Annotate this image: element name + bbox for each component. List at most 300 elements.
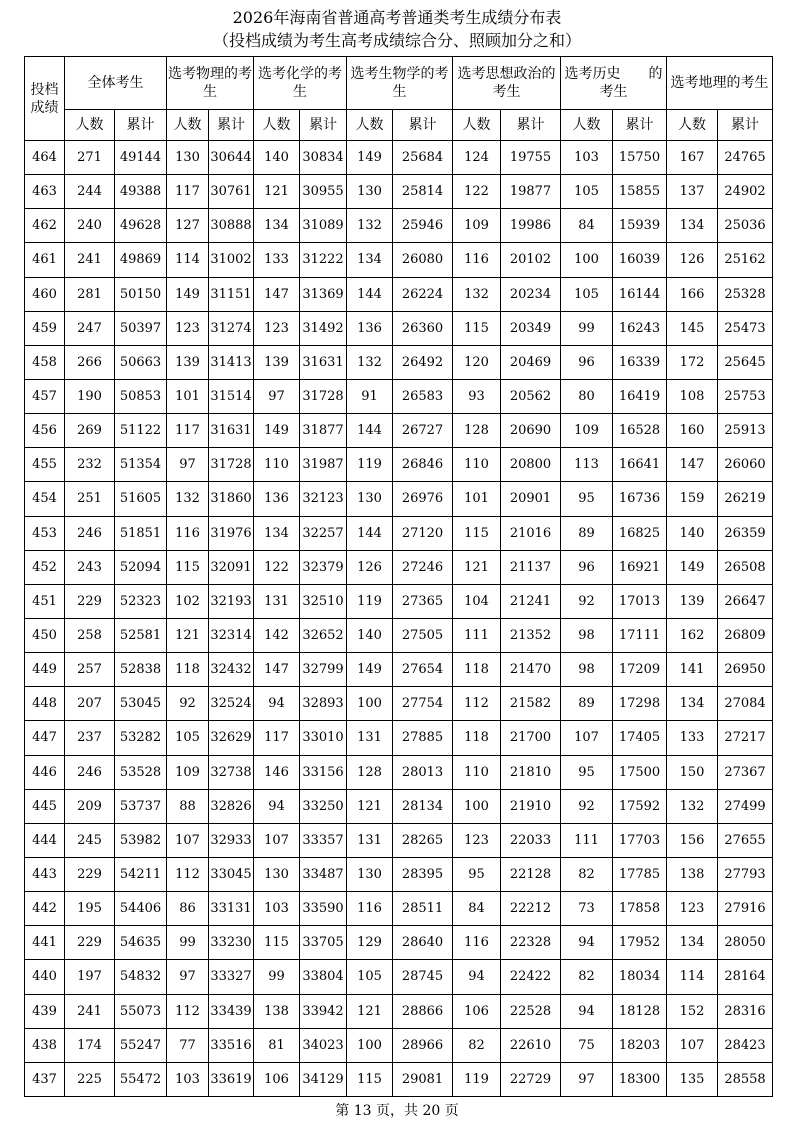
table-cell: 27885 — [393, 721, 453, 755]
table-cell: 225 — [65, 1062, 115, 1096]
table-cell: 97 — [167, 448, 209, 482]
score-cell: 445 — [25, 789, 65, 823]
table-cell: 17500 — [613, 755, 667, 789]
table-cell: 32123 — [300, 482, 347, 516]
table-cell: 139 — [167, 345, 209, 379]
score-cell: 454 — [25, 482, 65, 516]
header-count: 人数 — [667, 110, 718, 141]
table-cell: 251 — [65, 482, 115, 516]
table-cell: 30644 — [209, 141, 254, 175]
table-cell: 33327 — [209, 960, 254, 994]
table-cell: 33010 — [300, 721, 347, 755]
score-cell: 450 — [25, 618, 65, 652]
table-cell: 97 — [561, 1062, 613, 1096]
table-cell: 147 — [254, 277, 300, 311]
table-cell: 33516 — [209, 1028, 254, 1062]
table-row — [25, 345, 773, 379]
table-cell: 21352 — [501, 618, 561, 652]
table-cell: 105 — [561, 277, 613, 311]
table-cell: 110 — [453, 755, 501, 789]
page-footer: 第 13 页，共 20 页 — [335, 1103, 459, 1119]
table-cell: 33131 — [209, 892, 254, 926]
table-cell: 112 — [453, 687, 501, 721]
table-cell: 241 — [65, 994, 115, 1028]
table-row — [25, 311, 773, 345]
table-cell: 229 — [65, 857, 115, 891]
table-cell: 100 — [561, 243, 613, 277]
table-cell: 27654 — [393, 653, 453, 687]
table-row — [25, 926, 773, 960]
table-cell: 17952 — [613, 926, 667, 960]
table-cell: 17298 — [613, 687, 667, 721]
table-cell: 136 — [347, 311, 393, 345]
score-cell: 439 — [25, 994, 65, 1028]
table-cell: 17111 — [613, 618, 667, 652]
table-cell: 25328 — [718, 277, 773, 311]
header-count: 人数 — [453, 110, 501, 141]
table-cell: 16825 — [613, 516, 667, 550]
table-cell: 29081 — [393, 1062, 453, 1096]
table-cell: 95 — [561, 755, 613, 789]
table-cell: 197 — [65, 960, 115, 994]
table-cell: 98 — [561, 653, 613, 687]
table-cell: 16419 — [613, 379, 667, 413]
table-cell: 26224 — [393, 277, 453, 311]
table-cell: 17858 — [613, 892, 667, 926]
table-cell: 117 — [167, 414, 209, 448]
score-cell: 452 — [25, 550, 65, 584]
table-cell: 27499 — [718, 789, 773, 823]
table-cell: 21700 — [501, 721, 561, 755]
header-count: 人数 — [561, 110, 613, 141]
table-cell: 33705 — [300, 926, 347, 960]
table-cell: 99 — [561, 311, 613, 345]
score-cell: 441 — [25, 926, 65, 960]
table-cell: 114 — [167, 243, 209, 277]
table-cell: 258 — [65, 618, 115, 652]
table-row — [25, 379, 773, 413]
table-cell: 26360 — [393, 311, 453, 345]
table-cell: 50663 — [115, 345, 167, 379]
table-cell: 162 — [667, 618, 718, 652]
table-cell: 51605 — [115, 482, 167, 516]
table-cell: 15750 — [613, 141, 667, 175]
table-cell: 20690 — [501, 414, 561, 448]
table-cell: 133 — [254, 243, 300, 277]
header-score: 投档成绩 — [25, 57, 65, 141]
score-cell: 456 — [25, 414, 65, 448]
table-cell: 17703 — [613, 823, 667, 857]
table-cell: 21582 — [501, 687, 561, 721]
table-cell: 24765 — [718, 141, 773, 175]
table-cell: 102 — [167, 584, 209, 618]
table-cell: 149 — [347, 141, 393, 175]
table-cell: 54635 — [115, 926, 167, 960]
table-cell: 130 — [347, 857, 393, 891]
table-cell: 27655 — [718, 823, 773, 857]
table-cell: 27120 — [393, 516, 453, 550]
table-cell: 94 — [561, 994, 613, 1028]
table-cell: 17405 — [613, 721, 667, 755]
table-cell: 55247 — [115, 1028, 167, 1062]
table-cell: 26359 — [718, 516, 773, 550]
table-cell: 107 — [167, 823, 209, 857]
table-cell: 144 — [347, 516, 393, 550]
table-cell: 17013 — [613, 584, 667, 618]
table-cell: 32379 — [300, 550, 347, 584]
table-cell: 21241 — [501, 584, 561, 618]
table-cell: 55073 — [115, 994, 167, 1028]
table-cell: 138 — [254, 994, 300, 1028]
table-cell: 34023 — [300, 1028, 347, 1062]
table-cell: 26060 — [718, 448, 773, 482]
table-cell: 31860 — [209, 482, 254, 516]
document-title: 2026年海南省普通高考普通类考生成绩分布表 — [232, 8, 562, 27]
table-cell: 147 — [667, 448, 718, 482]
table-cell: 28164 — [718, 960, 773, 994]
table-cell: 103 — [254, 892, 300, 926]
table-cell: 31089 — [300, 209, 347, 243]
table-cell: 27916 — [718, 892, 773, 926]
table-cell: 144 — [347, 414, 393, 448]
table-cell: 16243 — [613, 311, 667, 345]
score-cell: 463 — [25, 175, 65, 209]
table-cell: 118 — [453, 721, 501, 755]
table-cell: 33804 — [300, 960, 347, 994]
table-cell: 27084 — [718, 687, 773, 721]
table-cell: 28866 — [393, 994, 453, 1028]
table-cell: 77 — [167, 1028, 209, 1062]
table-cell: 116 — [453, 243, 501, 277]
table-cell: 136 — [254, 482, 300, 516]
table-cell: 139 — [667, 584, 718, 618]
table-cell: 28745 — [393, 960, 453, 994]
header-cumulative: 累计 — [209, 110, 254, 141]
table-cell: 27505 — [393, 618, 453, 652]
table-cell: 119 — [347, 448, 393, 482]
table-cell: 22328 — [501, 926, 561, 960]
table-cell: 33045 — [209, 857, 254, 891]
table-cell: 31728 — [209, 448, 254, 482]
table-cell: 17209 — [613, 653, 667, 687]
score-cell: 446 — [25, 755, 65, 789]
table-cell: 82 — [453, 1028, 501, 1062]
table-cell: 232 — [65, 448, 115, 482]
table-cell: 31369 — [300, 277, 347, 311]
score-cell: 442 — [25, 892, 65, 926]
table-cell: 109 — [167, 755, 209, 789]
table-cell: 137 — [667, 175, 718, 209]
table-cell: 16921 — [613, 550, 667, 584]
table-cell: 209 — [65, 789, 115, 823]
table-cell: 134 — [254, 516, 300, 550]
table-cell: 22212 — [501, 892, 561, 926]
table-cell: 26492 — [393, 345, 453, 379]
table-cell: 109 — [561, 414, 613, 448]
table-cell: 100 — [347, 687, 393, 721]
table-cell: 28423 — [718, 1028, 773, 1062]
table-cell: 33590 — [300, 892, 347, 926]
table-cell: 18128 — [613, 994, 667, 1028]
table-cell: 27793 — [718, 857, 773, 891]
table-cell: 245 — [65, 823, 115, 857]
table-cell: 141 — [667, 653, 718, 687]
table-cell: 135 — [667, 1062, 718, 1096]
table-cell: 110 — [254, 448, 300, 482]
table-cell: 281 — [65, 277, 115, 311]
table-cell: 54406 — [115, 892, 167, 926]
table-cell: 22610 — [501, 1028, 561, 1062]
table-cell: 246 — [65, 516, 115, 550]
table-cell: 96 — [561, 345, 613, 379]
table-cell: 20349 — [501, 311, 561, 345]
table-row — [25, 550, 773, 584]
table-cell: 32933 — [209, 823, 254, 857]
score-cell: 461 — [25, 243, 65, 277]
header-group-physics: 选考物理的考生 — [167, 57, 254, 110]
table-cell: 174 — [65, 1028, 115, 1062]
table-row — [25, 414, 773, 448]
table-cell: 27217 — [718, 721, 773, 755]
score-cell: 458 — [25, 345, 65, 379]
table-cell: 16641 — [613, 448, 667, 482]
table-cell: 95 — [453, 857, 501, 891]
table-cell: 52094 — [115, 550, 167, 584]
table-cell: 156 — [667, 823, 718, 857]
table-cell: 31728 — [300, 379, 347, 413]
table-cell: 100 — [347, 1028, 393, 1062]
table-row — [25, 448, 773, 482]
table-cell: 132 — [667, 789, 718, 823]
table-cell: 50150 — [115, 277, 167, 311]
score-cell: 444 — [25, 823, 65, 857]
table-cell: 126 — [667, 243, 718, 277]
table-cell: 144 — [347, 277, 393, 311]
table-row — [25, 653, 773, 687]
table-cell: 20901 — [501, 482, 561, 516]
table-cell: 101 — [453, 482, 501, 516]
header-group-biology: 选考生物学的考生 — [347, 57, 453, 110]
table-cell: 30955 — [300, 175, 347, 209]
table-cell: 31413 — [209, 345, 254, 379]
table-cell: 115 — [453, 516, 501, 550]
table-cell: 19755 — [501, 141, 561, 175]
table-cell: 149 — [167, 277, 209, 311]
header-cumulative: 累计 — [115, 110, 167, 141]
table-cell: 49144 — [115, 141, 167, 175]
table-cell: 94 — [254, 687, 300, 721]
table-cell: 25946 — [393, 209, 453, 243]
table-body — [25, 141, 773, 1097]
table-cell: 52838 — [115, 653, 167, 687]
table-cell: 32799 — [300, 653, 347, 687]
table-cell: 122 — [453, 175, 501, 209]
table-cell: 97 — [167, 960, 209, 994]
table-row — [25, 755, 773, 789]
table-cell: 152 — [667, 994, 718, 1028]
table-cell: 20102 — [501, 243, 561, 277]
score-cell: 462 — [25, 209, 65, 243]
table-cell: 25036 — [718, 209, 773, 243]
table-cell: 28316 — [718, 994, 773, 1028]
table-cell: 22128 — [501, 857, 561, 891]
header-row-subcolumns — [25, 110, 773, 141]
table-cell: 96 — [561, 550, 613, 584]
table-row — [25, 482, 773, 516]
table-cell: 105 — [167, 721, 209, 755]
table-cell: 115 — [347, 1062, 393, 1096]
table-cell: 15939 — [613, 209, 667, 243]
table-row — [25, 1062, 773, 1096]
table-cell: 124 — [453, 141, 501, 175]
table-cell: 53737 — [115, 789, 167, 823]
table-cell: 53982 — [115, 823, 167, 857]
table-cell: 33250 — [300, 789, 347, 823]
table-cell: 98 — [561, 618, 613, 652]
table-cell: 130 — [254, 857, 300, 891]
table-cell: 93 — [453, 379, 501, 413]
table-cell: 28265 — [393, 823, 453, 857]
table-cell: 80 — [561, 379, 613, 413]
table-cell: 30888 — [209, 209, 254, 243]
table-row — [25, 141, 773, 175]
table-row — [25, 209, 773, 243]
table-cell: 26976 — [393, 482, 453, 516]
header-cumulative: 累计 — [300, 110, 347, 141]
table-cell: 127 — [167, 209, 209, 243]
table-cell: 20800 — [501, 448, 561, 482]
table-cell: 140 — [254, 141, 300, 175]
table-cell: 25684 — [393, 141, 453, 175]
table-cell: 20234 — [501, 277, 561, 311]
table-cell: 22033 — [501, 823, 561, 857]
table-cell: 22729 — [501, 1062, 561, 1096]
table-cell: 20562 — [501, 379, 561, 413]
table-cell: 247 — [65, 311, 115, 345]
table-row — [25, 277, 773, 311]
table-cell: 50853 — [115, 379, 167, 413]
score-cell: 447 — [25, 721, 65, 755]
table-cell: 107 — [667, 1028, 718, 1062]
score-cell: 455 — [25, 448, 65, 482]
table-cell: 26727 — [393, 414, 453, 448]
table-cell: 89 — [561, 516, 613, 550]
table-cell: 28640 — [393, 926, 453, 960]
table-cell: 30834 — [300, 141, 347, 175]
header-group-history: 选考历史 的考生 — [561, 57, 667, 110]
score-cell: 449 — [25, 653, 65, 687]
table-cell: 33439 — [209, 994, 254, 1028]
table-cell: 27246 — [393, 550, 453, 584]
table-cell: 32091 — [209, 550, 254, 584]
score-cell: 453 — [25, 516, 65, 550]
table-cell: 51354 — [115, 448, 167, 482]
table-cell: 111 — [561, 823, 613, 857]
table-cell: 31002 — [209, 243, 254, 277]
table-cell: 94 — [561, 926, 613, 960]
table-cell: 172 — [667, 345, 718, 379]
table-cell: 117 — [167, 175, 209, 209]
table-cell: 27367 — [718, 755, 773, 789]
table-cell: 190 — [65, 379, 115, 413]
table-cell: 131 — [254, 584, 300, 618]
table-row — [25, 892, 773, 926]
score-cell: 464 — [25, 141, 65, 175]
table-cell: 229 — [65, 584, 115, 618]
table-row — [25, 584, 773, 618]
table-cell: 91 — [347, 379, 393, 413]
table-cell: 113 — [561, 448, 613, 482]
table-cell: 237 — [65, 721, 115, 755]
table-cell: 123 — [667, 892, 718, 926]
score-cell: 448 — [25, 687, 65, 721]
table-cell: 31514 — [209, 379, 254, 413]
table-cell: 21137 — [501, 550, 561, 584]
table-cell: 207 — [65, 687, 115, 721]
table-cell: 26583 — [393, 379, 453, 413]
table-cell: 27754 — [393, 687, 453, 721]
table-cell: 15855 — [613, 175, 667, 209]
table-cell: 84 — [561, 209, 613, 243]
table-cell: 92 — [561, 789, 613, 823]
table-cell: 33357 — [300, 823, 347, 857]
table-cell: 55472 — [115, 1062, 167, 1096]
table-cell: 166 — [667, 277, 718, 311]
table-cell: 32510 — [300, 584, 347, 618]
table-row — [25, 994, 773, 1028]
table-cell: 32629 — [209, 721, 254, 755]
table-cell: 31877 — [300, 414, 347, 448]
header-count: 人数 — [65, 110, 115, 141]
table-cell: 21016 — [501, 516, 561, 550]
table-cell: 123 — [254, 311, 300, 345]
table-cell: 32826 — [209, 789, 254, 823]
table-cell: 119 — [453, 1062, 501, 1096]
table-cell: 31631 — [300, 345, 347, 379]
table-cell: 134 — [254, 209, 300, 243]
table-row — [25, 1028, 773, 1062]
table-cell: 149 — [667, 550, 718, 584]
header-group-politics: 选考思想政治的考生 — [453, 57, 561, 110]
table-cell: 149 — [347, 653, 393, 687]
table-cell: 105 — [347, 960, 393, 994]
table-cell: 101 — [167, 379, 209, 413]
table-cell: 26508 — [718, 550, 773, 584]
table-cell: 121 — [254, 175, 300, 209]
table-cell: 92 — [167, 687, 209, 721]
table-cell: 89 — [561, 687, 613, 721]
table-cell: 17592 — [613, 789, 667, 823]
table-cell: 116 — [453, 926, 501, 960]
header-group-chemistry: 选考化学的考生 — [254, 57, 347, 110]
table-cell: 16528 — [613, 414, 667, 448]
table-cell: 25913 — [718, 414, 773, 448]
table-cell: 246 — [65, 755, 115, 789]
table-cell: 121 — [347, 789, 393, 823]
table-cell: 92 — [561, 584, 613, 618]
table-cell: 121 — [167, 618, 209, 652]
table-cell: 32524 — [209, 687, 254, 721]
header-cumulative: 累计 — [393, 110, 453, 141]
table-cell: 149 — [254, 414, 300, 448]
table-cell: 105 — [561, 175, 613, 209]
table-cell: 54211 — [115, 857, 167, 891]
table-cell: 50397 — [115, 311, 167, 345]
table-cell: 28966 — [393, 1028, 453, 1062]
table-cell: 130 — [347, 175, 393, 209]
table-cell: 140 — [667, 516, 718, 550]
document-subtitle: （投档成绩为考生高考成绩综合分、照顾加分之和） — [212, 31, 581, 50]
